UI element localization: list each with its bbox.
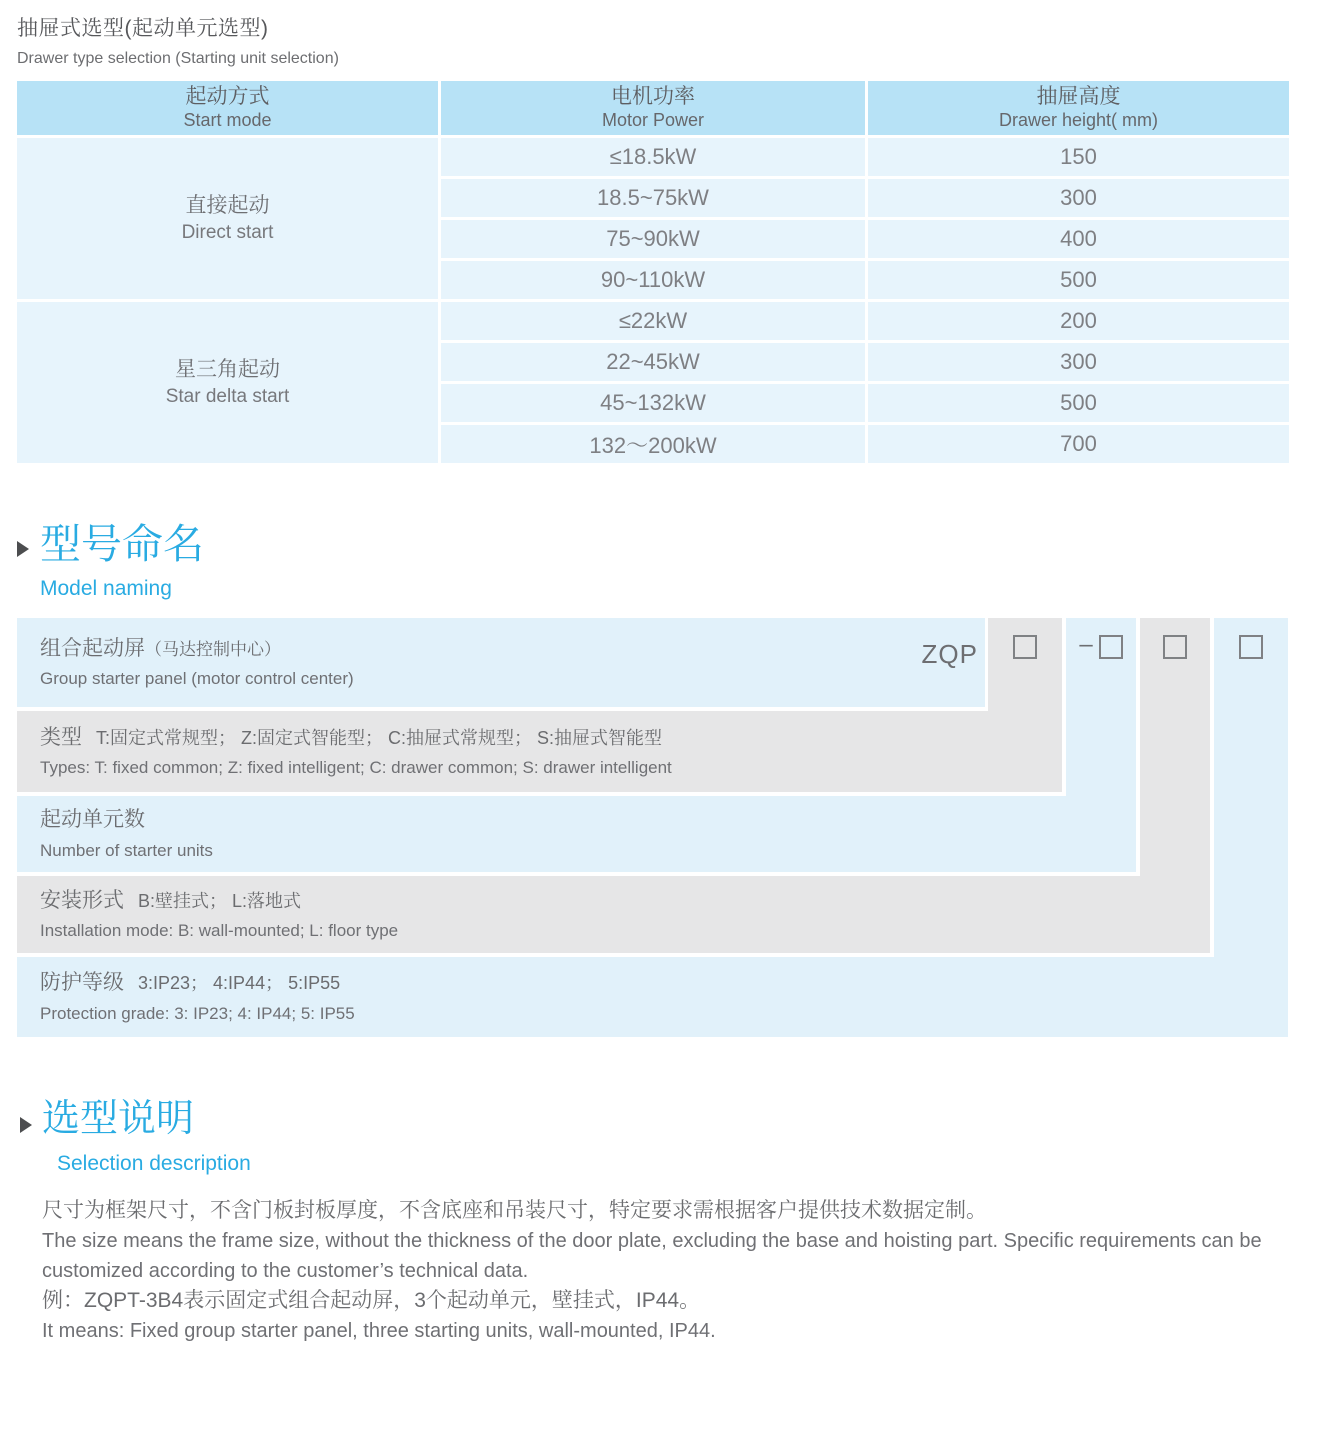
- power-cell: 90~110kW: [441, 261, 865, 299]
- drawer-selection-table: [17, 81, 1289, 463]
- naming-row-types: [17, 711, 1062, 792]
- height-cell: 300: [868, 343, 1289, 381]
- naming-row-en: Types: T: fixed common; Z: fixed intelligent; C: drawer common; S: drawer intelligent: [40, 758, 672, 778]
- code-dash: –: [1079, 631, 1093, 658]
- code-box-protection: [1239, 635, 1263, 659]
- description-line: customized according to the customer’s technical data.: [42, 1260, 529, 1282]
- naming-row-cn: 安装形式 B:壁挂式； L:落地式: [40, 888, 302, 912]
- height-cell: 200: [868, 302, 1289, 340]
- naming-row-cn: 防护等级 3:IP23； 4:IP44； 5:IP55: [40, 971, 341, 995]
- code-box-installation: [1163, 635, 1187, 659]
- height-cell: 500: [868, 384, 1289, 422]
- mode-cn: 星三角起动: [175, 357, 280, 381]
- model-naming-title-en: Model naming: [40, 577, 172, 600]
- naming-row-protection-grade: [17, 957, 1288, 1037]
- selection-description-text: [42, 1196, 1292, 1346]
- model-code-prefix: ZQP: [921, 639, 978, 669]
- col-header-en: Motor Power: [601, 109, 705, 130]
- naming-row-en: Number of starter units: [40, 840, 213, 860]
- description-line: It means: Fixed group starter panel, three starting units, wall-mounted, IP44.: [42, 1320, 716, 1342]
- naming-row-en: Protection grade: 3: IP23; 4: IP44; 5: IP55: [40, 1003, 355, 1023]
- page-title: [17, 12, 339, 68]
- power-cell: 45~132kW: [441, 384, 865, 422]
- power-cell: 18.5~75kW: [441, 179, 865, 217]
- height-cell: 150: [868, 138, 1289, 176]
- section-arrow-icon: [17, 541, 29, 557]
- mode-en: Star delta start: [165, 385, 290, 407]
- power-cell: 132～200kW: [441, 425, 865, 463]
- section-arrow-icon: [20, 1117, 32, 1133]
- naming-row-en: Group starter panel (motor control center): [40, 669, 354, 689]
- height-cell: 300: [868, 179, 1289, 217]
- naming-row-cn: 起动单元数: [40, 808, 145, 832]
- col-header-cn: 起动方式: [185, 85, 270, 109]
- power-cell: 22~45kW: [441, 343, 865, 381]
- height-cell: 700: [868, 425, 1289, 463]
- description-line: The size means the frame size, without the thickness of the door plate, excluding the base and hoisting part. Specific requirements can be: [42, 1230, 1262, 1252]
- code-box-units: [1099, 635, 1123, 659]
- naming-row-cn: 组合起动屏（马达控制中心）: [40, 636, 281, 660]
- col-header-en: Drawer height( mm): [998, 109, 1159, 130]
- selection-description-title-en: Selection description: [57, 1152, 251, 1175]
- col-header-cn: 抽屉高度: [1036, 85, 1121, 109]
- mode-cell-star-delta-start: [17, 302, 438, 463]
- height-cell: 500: [868, 261, 1289, 299]
- naming-row-cn: 类型 T:固定式常规型； Z:固定式智能型； C:抽屉式常规型； S:抽屉式智能型: [40, 725, 663, 749]
- col-header-start-mode: [17, 81, 438, 135]
- model-naming-title-cn: 型号命名: [40, 521, 204, 567]
- code-box-type: [1013, 635, 1037, 659]
- power-cell: ≤18.5kW: [441, 138, 865, 176]
- selection-description-title-cn: 选型说明: [42, 1098, 195, 1140]
- col-header-drawer-height: [868, 81, 1289, 135]
- naming-row-group-starter-panel: [17, 618, 985, 707]
- page-title-cn: 抽屉式选型(起动单元选型): [17, 17, 269, 40]
- mode-cn: 直接起动: [185, 193, 270, 217]
- description-line: 尺寸为框架尺寸，不含门板封板厚度，不含底座和吊装尺寸，特定要求需根据客户提供技术数据定制。: [42, 1199, 987, 1222]
- description-line: 例：ZQPT-3B4表示固定式组合起动屏，3个起动单元，壁挂式，IP44。: [42, 1289, 701, 1312]
- col-header-motor-power: [441, 81, 865, 135]
- naming-row-en: Installation mode: B: wall-mounted; L: floor type: [40, 921, 399, 941]
- col-header-cn: 电机功率: [611, 85, 695, 109]
- height-cell: 400: [868, 220, 1289, 258]
- col-header-en: Start mode: [183, 109, 272, 130]
- page-title-en: Drawer type selection (Starting unit selection): [17, 50, 339, 67]
- mode-en: Direct start: [181, 221, 274, 243]
- power-cell: ≤22kW: [441, 302, 865, 340]
- naming-row-starter-units: [17, 796, 1136, 872]
- power-cell: 75~90kW: [441, 220, 865, 258]
- mode-cell-direct-start: [17, 138, 438, 299]
- naming-row-installation-mode: [17, 876, 1210, 953]
